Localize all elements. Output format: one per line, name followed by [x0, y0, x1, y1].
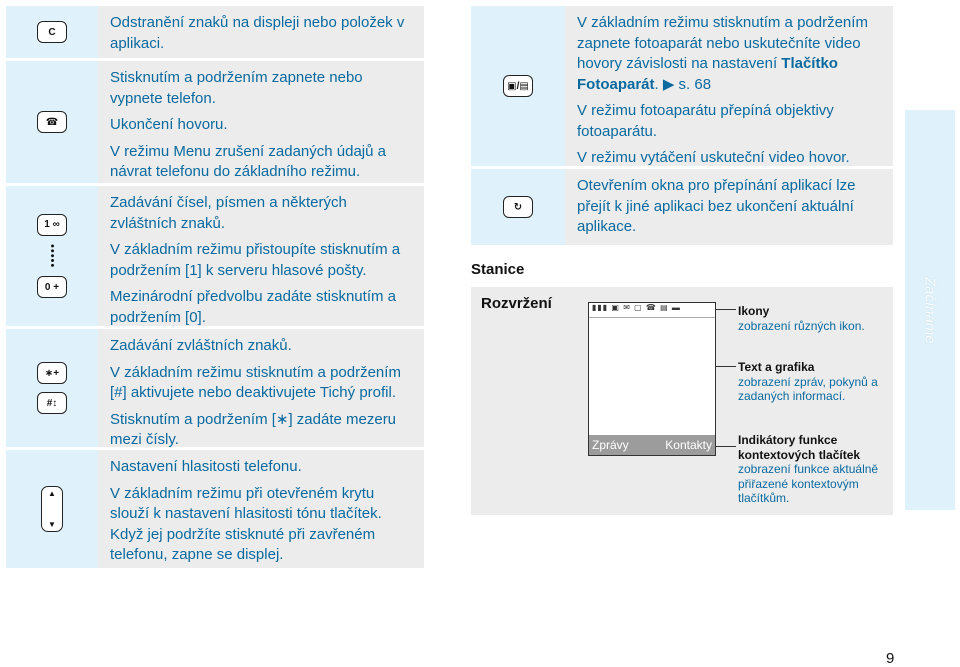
page-reference: . ▶ s. 68: [654, 75, 712, 93]
power-key-description: [98, 61, 424, 183]
volume-up-icon: ▲: [48, 489, 56, 498]
callout-line-icons: [716, 309, 736, 310]
camera-key-icon: ▣/▤: [503, 75, 533, 97]
volume-down-icon: ▼: [48, 520, 56, 529]
number-one-key-icon: 1 ∞: [37, 214, 67, 236]
dots-icon: •••••: [46, 243, 58, 269]
callout-text: zobrazení zpráv, pokynů a zadaných informací.: [738, 374, 878, 403]
key-icon-cell-special: [6, 329, 98, 447]
text-paragraph: Mezinárodní předvolbu zadáte stisknutím a podržením [0].: [110, 288, 396, 326]
power-end-key-icon: ☎: [37, 111, 67, 133]
app-switch-key-icon: ↻: [503, 196, 533, 218]
callout-softkeys: [738, 433, 888, 506]
text-paragraph: V základním režimu při otevřeném krytu slouží k nastavení hlasitosti tónu tlačítek. Když jej podržíte stisknuté při zavřeném telefonu, zapne se displej.: [110, 484, 382, 563]
number-zero-key-icon: 0 +: [37, 276, 67, 298]
camera-text-part: V základním režimu stisknutím a podržením zapnete fotoaparát nebo uskutečníte video hovory závislosti na nastavení: [577, 14, 868, 72]
switch-key-description: [565, 169, 893, 245]
callout-line-text: [716, 366, 736, 367]
key-icon-cell-numbers: [6, 186, 98, 326]
volume-key-icon: [41, 486, 63, 532]
text-paragraph: Stisknutím a podržením zapnete nebo vypnete telefon.: [110, 69, 363, 107]
label-rozvrzeni: Rozvržení: [481, 295, 552, 312]
text-paragraph: V základním režimu přistoupíte stisknutím a podržením [1] k serveru hlasové pošty.: [110, 241, 401, 279]
number-keys-description: [98, 186, 424, 326]
section-side-tab: [905, 110, 955, 510]
text-paragraph: V základním režimu stisknutím a podržením [#] aktivujete nebo deaktivujete Tichý profil.: [110, 363, 401, 401]
label-stanice: Stanice: [471, 261, 525, 278]
callout-title: Indikátory funkce kontextových tlačítek: [738, 433, 861, 462]
key-icon-cell-volume: [6, 450, 98, 568]
key-icon-cell-camera: [471, 6, 565, 166]
status-icons-bar: ▮▮▮ ▣ ✉ ▢ ☎ ▤ ▬: [589, 303, 715, 318]
callout-line-softkeys: [716, 446, 736, 447]
callout-text: zobrazení různých ikon.: [738, 318, 865, 333]
text-paragraph: Ukončení hovoru.: [110, 116, 228, 133]
softkey-left: Zprávy: [592, 438, 629, 452]
hash-key-icon: #↕: [37, 392, 67, 414]
key-icon-cell-clear: [6, 6, 98, 58]
volume-key-description: [98, 450, 424, 568]
text-paragraph: Odstranění znaků na displeji nebo položek v aplikaci.: [110, 14, 405, 52]
text-paragraph: Zadávání zvláštních znaků.: [110, 337, 292, 354]
text-paragraph: V režimu fotoaparátu přepíná objektivy fotoaparátu.: [577, 102, 834, 140]
camera-key-description: [565, 6, 893, 166]
special-keys-description: [98, 329, 424, 447]
callout-title: Ikony: [738, 304, 770, 318]
text-paragraph: V režimu vytáčení uskuteční video hovor.: [577, 149, 850, 166]
softkey-bar: [589, 435, 715, 455]
star-key-icon: ∗+: [37, 362, 67, 384]
page-number: 9: [886, 650, 895, 667]
softkey-right: Kontakty: [665, 438, 712, 452]
clear-key-icon: C: [37, 21, 67, 43]
text-paragraph: V režimu Menu zrušení zadaných údajů a návrat telefonu do základního režimu.: [110, 142, 386, 180]
clear-key-description: [98, 6, 424, 58]
key-icon-cell-switch: [471, 169, 565, 245]
text-paragraph: Nastavení hlasitosti telefonu.: [110, 458, 302, 475]
text-paragraph: Zadávání čísel, písmen a některých zvláštních znaků.: [110, 194, 347, 232]
section-title: Začínáme: [921, 276, 939, 344]
phone-screen-diagram: [588, 302, 716, 456]
callout-text-graphics: [738, 360, 888, 404]
key-icon-cell-power: [6, 61, 98, 183]
callout-title: Text a grafika: [738, 360, 815, 374]
callout-icons: [738, 304, 865, 333]
camera-setting-name: Tlačítko Fotoaparát: [577, 55, 838, 93]
text-paragraph: Otevřením okna pro přepínání aplikací lze přejít k jiné aplikaci bez ukončení aktuální aplikace.: [577, 177, 856, 235]
text-paragraph: [577, 13, 883, 95]
text-paragraph: Stisknutím a podržením [∗] zadáte mezeru mezi čísly.: [110, 410, 397, 448]
callout-text: zobrazení funkce aktuálně přiřazené kontextovým tlačítkům.: [738, 462, 879, 505]
